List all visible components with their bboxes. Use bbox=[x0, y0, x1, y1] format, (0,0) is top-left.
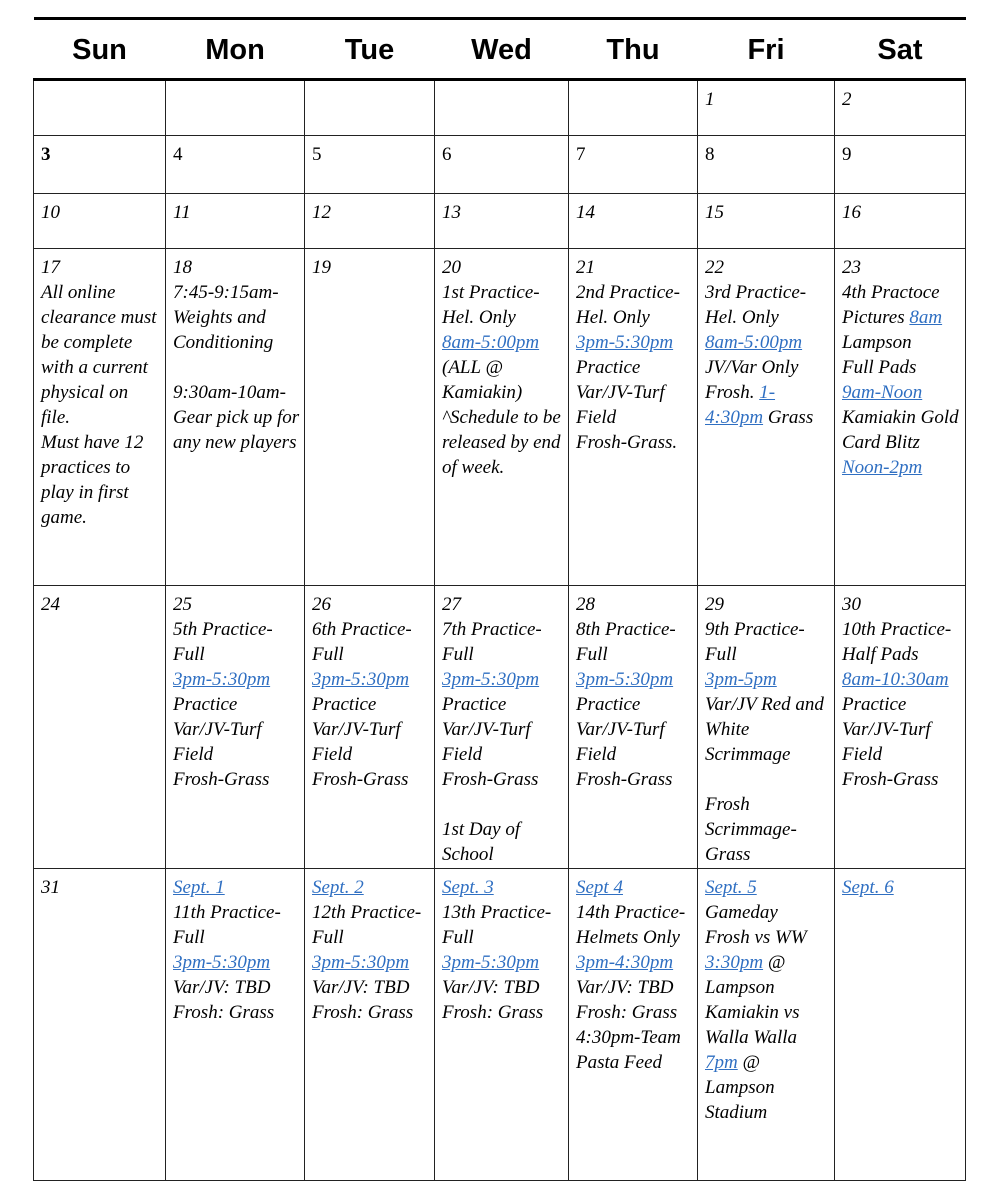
day-number: 19 bbox=[312, 257, 331, 278]
day-number: 28 bbox=[576, 594, 595, 615]
time-link[interactable]: 3pm-5pm bbox=[705, 669, 777, 690]
event-line bbox=[442, 330, 564, 355]
day-cell bbox=[569, 80, 698, 136]
event-line bbox=[312, 692, 430, 717]
event-text: Frosh-Grass bbox=[442, 769, 539, 790]
event-line bbox=[842, 692, 961, 717]
event-line bbox=[442, 405, 564, 480]
event-line bbox=[442, 692, 564, 717]
day-number: 23 bbox=[842, 257, 861, 278]
time-link[interactable]: 3pm-5:30pm bbox=[312, 952, 410, 973]
event-line bbox=[312, 667, 430, 692]
time-link[interactable]: 3pm-4:30pm bbox=[576, 952, 674, 973]
day-number: 16 bbox=[842, 202, 861, 223]
event-text: Gameday bbox=[705, 902, 778, 923]
event-text: 5th Practice-Full bbox=[173, 619, 273, 665]
event-line bbox=[173, 950, 300, 975]
event-line bbox=[173, 617, 300, 667]
weekday-header-fri: Fri bbox=[698, 19, 835, 80]
event-line bbox=[41, 430, 161, 530]
event-text: Var/JV Red and White Scrimmage bbox=[705, 694, 829, 765]
event-line bbox=[312, 975, 430, 1000]
day-cell bbox=[698, 249, 835, 586]
event-line bbox=[442, 900, 564, 950]
day-cell bbox=[34, 869, 166, 1181]
event-text: 2nd Practice-Hel. Only bbox=[576, 282, 680, 328]
event-line bbox=[576, 900, 693, 950]
event-line bbox=[173, 692, 300, 717]
time-link[interactable]: 3pm-5:30pm bbox=[576, 669, 674, 690]
event-text: Frosh-Grass bbox=[842, 769, 939, 790]
day-cell bbox=[435, 869, 569, 1181]
event-line bbox=[842, 767, 961, 792]
event-line bbox=[576, 975, 693, 1000]
day-cell bbox=[569, 194, 698, 249]
week-row bbox=[34, 136, 966, 194]
event-line bbox=[312, 950, 430, 975]
time-link[interactable]: 3pm-5:30pm bbox=[173, 952, 271, 973]
event-line bbox=[442, 617, 564, 667]
day-number: 3 bbox=[41, 144, 51, 165]
day-cell bbox=[305, 136, 435, 194]
event-line bbox=[842, 617, 961, 667]
event-text: Lampson bbox=[842, 332, 912, 353]
time-link[interactable]: 3pm-5:30pm bbox=[442, 669, 540, 690]
event-line bbox=[705, 692, 830, 767]
day-cell bbox=[698, 586, 835, 869]
day-number bbox=[842, 875, 961, 900]
date-link[interactable]: Sept. 6 bbox=[842, 877, 894, 898]
week-row bbox=[34, 249, 966, 586]
day-cell bbox=[698, 80, 835, 136]
event-line bbox=[576, 950, 693, 975]
weekday-header-sat: Sat bbox=[835, 19, 966, 80]
calendar-body bbox=[34, 80, 966, 1181]
time-link[interactable]: 8am-5:00pm bbox=[705, 332, 803, 353]
day-number: 21 bbox=[576, 257, 595, 278]
event-text: Kamiakin vs Walla Walla bbox=[705, 1002, 805, 1048]
time-link[interactable]: 3pm-5:30pm bbox=[312, 669, 410, 690]
day-number: 5 bbox=[312, 144, 322, 165]
weekday-header-row bbox=[34, 19, 966, 80]
weekday-header-wed: Wed bbox=[435, 19, 569, 80]
day-number: 4 bbox=[173, 144, 183, 165]
event-line bbox=[173, 280, 300, 355]
event-text: Frosh-Grass bbox=[173, 769, 270, 790]
event-text: Var/JV-Turf Field bbox=[842, 719, 936, 765]
day-cell bbox=[34, 586, 166, 869]
event-line bbox=[442, 950, 564, 975]
week-row bbox=[34, 586, 966, 869]
event-line bbox=[173, 380, 304, 455]
week-row bbox=[34, 869, 966, 1181]
time-link[interactable]: Noon-2pm bbox=[842, 457, 923, 478]
day-number: 1 bbox=[705, 89, 715, 110]
day-number bbox=[705, 875, 830, 900]
event-text: 7:45-9:15am-Weights and Conditioning bbox=[173, 282, 279, 353]
event-line bbox=[442, 280, 564, 330]
day-cell bbox=[835, 194, 966, 249]
event-line bbox=[705, 767, 830, 792]
day-number: 17 bbox=[41, 257, 60, 278]
day-cell bbox=[435, 136, 569, 194]
event-line bbox=[842, 455, 961, 480]
event-line bbox=[442, 1000, 564, 1025]
day-number: 2 bbox=[842, 89, 852, 110]
event-line bbox=[173, 717, 300, 767]
event-text: Frosh-Grass. bbox=[576, 432, 678, 453]
time-link[interactable]: 8am-5:00pm bbox=[442, 332, 540, 353]
event-text: 3rd Practice-Hel. Only bbox=[705, 282, 807, 328]
event-text: 6th Practice-Full bbox=[312, 619, 412, 665]
day-cell bbox=[835, 869, 966, 1181]
day-number: 13 bbox=[442, 202, 461, 223]
event-text: Practice bbox=[842, 694, 907, 715]
event-text: Must have 12 practices to play in first game. bbox=[41, 432, 149, 528]
day-number bbox=[173, 875, 300, 900]
day-number: 6 bbox=[442, 144, 452, 165]
event-line bbox=[173, 767, 300, 792]
day-cell bbox=[835, 136, 966, 194]
event-line bbox=[576, 1000, 693, 1025]
event-text: 10th Practice-Half Pads bbox=[842, 619, 952, 665]
day-cell bbox=[34, 194, 166, 249]
event-text: 9th Practice-Full bbox=[705, 619, 805, 665]
event-text: Pictures bbox=[842, 307, 910, 328]
event-line bbox=[576, 692, 693, 717]
event-line bbox=[705, 330, 830, 355]
event-line bbox=[576, 667, 693, 692]
event-text bbox=[442, 794, 447, 815]
event-text: Var/JV: TBD bbox=[576, 977, 674, 998]
day-cell bbox=[166, 136, 305, 194]
event-text: 4:30pm-Team Pasta Feed bbox=[576, 1027, 686, 1073]
event-text: Grass bbox=[763, 407, 814, 428]
event-text: Frosh: Grass bbox=[312, 1002, 414, 1023]
day-cell bbox=[305, 586, 435, 869]
event-line bbox=[842, 667, 961, 692]
day-number: 30 bbox=[842, 594, 861, 615]
day-number: 29 bbox=[705, 594, 724, 615]
event-line bbox=[842, 717, 961, 767]
event-line bbox=[842, 280, 961, 305]
day-cell bbox=[835, 249, 966, 586]
event-text: Practice bbox=[173, 694, 238, 715]
event-line bbox=[442, 975, 564, 1000]
event-text: 12th Practice-Full bbox=[312, 902, 422, 948]
day-number: 26 bbox=[312, 594, 331, 615]
date-link[interactable]: Sept. 5 bbox=[705, 877, 757, 898]
event-line bbox=[576, 767, 693, 792]
event-line bbox=[842, 355, 961, 380]
event-line bbox=[173, 355, 300, 380]
event-line bbox=[576, 380, 693, 430]
time-link[interactable]: 3:30pm bbox=[705, 952, 764, 973]
event-line bbox=[173, 900, 300, 950]
day-cell bbox=[305, 80, 435, 136]
day-cell bbox=[166, 249, 305, 586]
event-line bbox=[442, 767, 564, 792]
event-line bbox=[842, 405, 964, 455]
event-text: 8th Practice-Full bbox=[576, 619, 676, 665]
time-link[interactable]: 3pm-5:30pm bbox=[576, 332, 674, 353]
event-text: Frosh-Grass bbox=[312, 769, 409, 790]
event-text: ^Schedule to be released by end of week. bbox=[442, 407, 566, 478]
day-cell bbox=[166, 194, 305, 249]
event-text: @ Lampson bbox=[705, 952, 791, 998]
event-text: 1st Day of School bbox=[442, 819, 525, 865]
weekday-header-sun: Sun bbox=[34, 19, 166, 80]
event-line bbox=[41, 280, 161, 430]
day-cell bbox=[569, 249, 698, 586]
day-cell bbox=[698, 136, 835, 194]
day-cell bbox=[698, 194, 835, 249]
event-text: Practice bbox=[312, 694, 377, 715]
day-cell bbox=[166, 586, 305, 869]
time-link[interactable]: 3pm-5:30pm bbox=[442, 952, 540, 973]
weekday-header-mon: Mon bbox=[166, 19, 305, 80]
event-text: 1st Practice-Hel. Only bbox=[442, 282, 540, 328]
day-number: 12 bbox=[312, 202, 331, 223]
day-number: 27 bbox=[442, 594, 461, 615]
event-text: Frosh: Grass bbox=[173, 1002, 275, 1023]
day-cell bbox=[835, 80, 966, 136]
event-text: Frosh vs WW bbox=[705, 927, 812, 948]
event-text: 4th Practoce bbox=[842, 282, 940, 303]
event-line bbox=[173, 975, 300, 1000]
event-line bbox=[576, 1025, 693, 1075]
event-text bbox=[705, 769, 710, 790]
day-number: 9 bbox=[842, 144, 852, 165]
day-number: 14 bbox=[576, 202, 595, 223]
event-line bbox=[312, 900, 430, 950]
weekday-header-tue: Tue bbox=[305, 19, 435, 80]
event-text: Var/JV-Turf Field bbox=[576, 382, 670, 428]
event-line bbox=[576, 430, 693, 455]
event-text: Var/JV: TBD bbox=[442, 977, 540, 998]
time-link[interactable]: 7pm bbox=[705, 1052, 738, 1073]
day-number: 22 bbox=[705, 257, 724, 278]
event-text: 11th Practice-Full bbox=[173, 902, 281, 948]
event-text: @ Lampson Stadium bbox=[705, 1052, 780, 1123]
day-number: 15 bbox=[705, 202, 724, 223]
day-number: 18 bbox=[173, 257, 192, 278]
event-line bbox=[312, 767, 430, 792]
event-line bbox=[173, 1000, 300, 1025]
event-text: Practice bbox=[576, 357, 641, 378]
event-line bbox=[576, 330, 693, 355]
event-line bbox=[705, 1000, 830, 1125]
event-line bbox=[705, 925, 830, 1000]
event-line bbox=[442, 667, 564, 692]
event-text: Kamiakin Gold Card Blitz bbox=[842, 407, 964, 453]
event-text: Var/JV-Turf Field bbox=[442, 719, 536, 765]
time-link[interactable]: 3pm-5:30pm bbox=[173, 669, 271, 690]
event-line bbox=[576, 717, 693, 767]
event-line bbox=[173, 667, 300, 692]
event-line bbox=[442, 792, 564, 817]
event-line bbox=[312, 717, 430, 767]
event-text: 14th Practice-Helmets Only bbox=[576, 902, 686, 948]
event-line bbox=[576, 280, 693, 330]
day-cell bbox=[435, 586, 569, 869]
day-number: 11 bbox=[173, 202, 191, 223]
day-cell bbox=[435, 249, 569, 586]
day-number bbox=[576, 875, 693, 900]
event-line bbox=[442, 355, 564, 405]
event-line bbox=[842, 380, 961, 405]
event-line bbox=[312, 617, 430, 667]
event-line bbox=[705, 617, 830, 667]
event-line bbox=[705, 667, 830, 692]
day-number bbox=[442, 875, 564, 900]
event-text: 9:30am-10am-Gear pick up for any new players bbox=[173, 382, 304, 453]
day-cell bbox=[305, 194, 435, 249]
date-link[interactable]: Sept. 1 bbox=[173, 877, 225, 898]
event-line bbox=[442, 717, 564, 767]
event-text: Practice bbox=[576, 694, 641, 715]
day-number bbox=[312, 875, 430, 900]
event-text: Full Pads bbox=[842, 357, 917, 378]
day-cell bbox=[166, 869, 305, 1181]
event-text: Var/JV-Turf Field bbox=[312, 719, 406, 765]
event-line bbox=[312, 1000, 430, 1025]
day-number: 24 bbox=[41, 594, 60, 615]
day-cell bbox=[34, 249, 166, 586]
event-text: Var/JV: TBD bbox=[173, 977, 271, 998]
event-line bbox=[705, 280, 830, 330]
date-link[interactable]: Sept. 3 bbox=[442, 877, 494, 898]
event-line bbox=[705, 792, 830, 867]
day-cell bbox=[166, 80, 305, 136]
event-text: (ALL @ Kamiakin) bbox=[442, 357, 523, 403]
event-text: Var/JV-Turf Field bbox=[173, 719, 267, 765]
day-number: 25 bbox=[173, 594, 192, 615]
event-text: Frosh: Grass bbox=[576, 1002, 678, 1023]
week-row bbox=[34, 194, 966, 249]
event-text: All online clearance must be complete with a current physical on file. bbox=[41, 282, 162, 428]
event-line bbox=[705, 355, 830, 430]
event-line bbox=[842, 305, 961, 330]
event-text: JV/Var Only Frosh. bbox=[705, 357, 804, 403]
week-row bbox=[34, 80, 966, 136]
day-cell bbox=[34, 136, 166, 194]
event-text bbox=[173, 357, 178, 378]
calendar-grid bbox=[33, 17, 966, 1181]
event-text: Var/JV-Turf Field bbox=[576, 719, 670, 765]
date-link[interactable]: Sept. 2 bbox=[312, 877, 364, 898]
day-cell bbox=[698, 869, 835, 1181]
event-text: Practice bbox=[442, 694, 507, 715]
event-text: 13th Practice-Full bbox=[442, 902, 552, 948]
day-cell bbox=[34, 80, 166, 136]
day-cell bbox=[305, 249, 435, 586]
event-line bbox=[705, 900, 830, 925]
event-text: Frosh-Grass bbox=[576, 769, 673, 790]
day-cell bbox=[435, 80, 569, 136]
day-cell bbox=[305, 869, 435, 1181]
weekday-header-thu: Thu bbox=[569, 19, 698, 80]
time-link[interactable]: 1-4:30pm bbox=[705, 382, 776, 428]
day-cell bbox=[569, 586, 698, 869]
day-cell bbox=[569, 869, 698, 1181]
event-text: 7th Practice-Full bbox=[442, 619, 542, 665]
day-cell bbox=[835, 586, 966, 869]
time-link[interactable]: 9am-Noon bbox=[842, 382, 923, 403]
time-link[interactable]: 8am-10:30am bbox=[842, 669, 949, 690]
event-text: Frosh: Grass bbox=[442, 1002, 544, 1023]
day-number: 8 bbox=[705, 144, 715, 165]
event-line bbox=[576, 617, 693, 667]
time-link[interactable]: 8am bbox=[909, 307, 943, 328]
day-number: 10 bbox=[41, 202, 60, 223]
event-text: Frosh Scrimmage-Grass bbox=[705, 794, 797, 865]
day-number: 20 bbox=[442, 257, 461, 278]
event-line bbox=[842, 330, 961, 355]
event-line bbox=[576, 355, 693, 380]
event-text: Var/JV: TBD bbox=[312, 977, 410, 998]
day-number: 31 bbox=[41, 877, 60, 898]
date-link[interactable]: Sept 4 bbox=[576, 877, 623, 898]
day-number: 7 bbox=[576, 144, 586, 165]
day-cell bbox=[569, 136, 698, 194]
day-cell bbox=[435, 194, 569, 249]
event-line bbox=[442, 817, 564, 867]
